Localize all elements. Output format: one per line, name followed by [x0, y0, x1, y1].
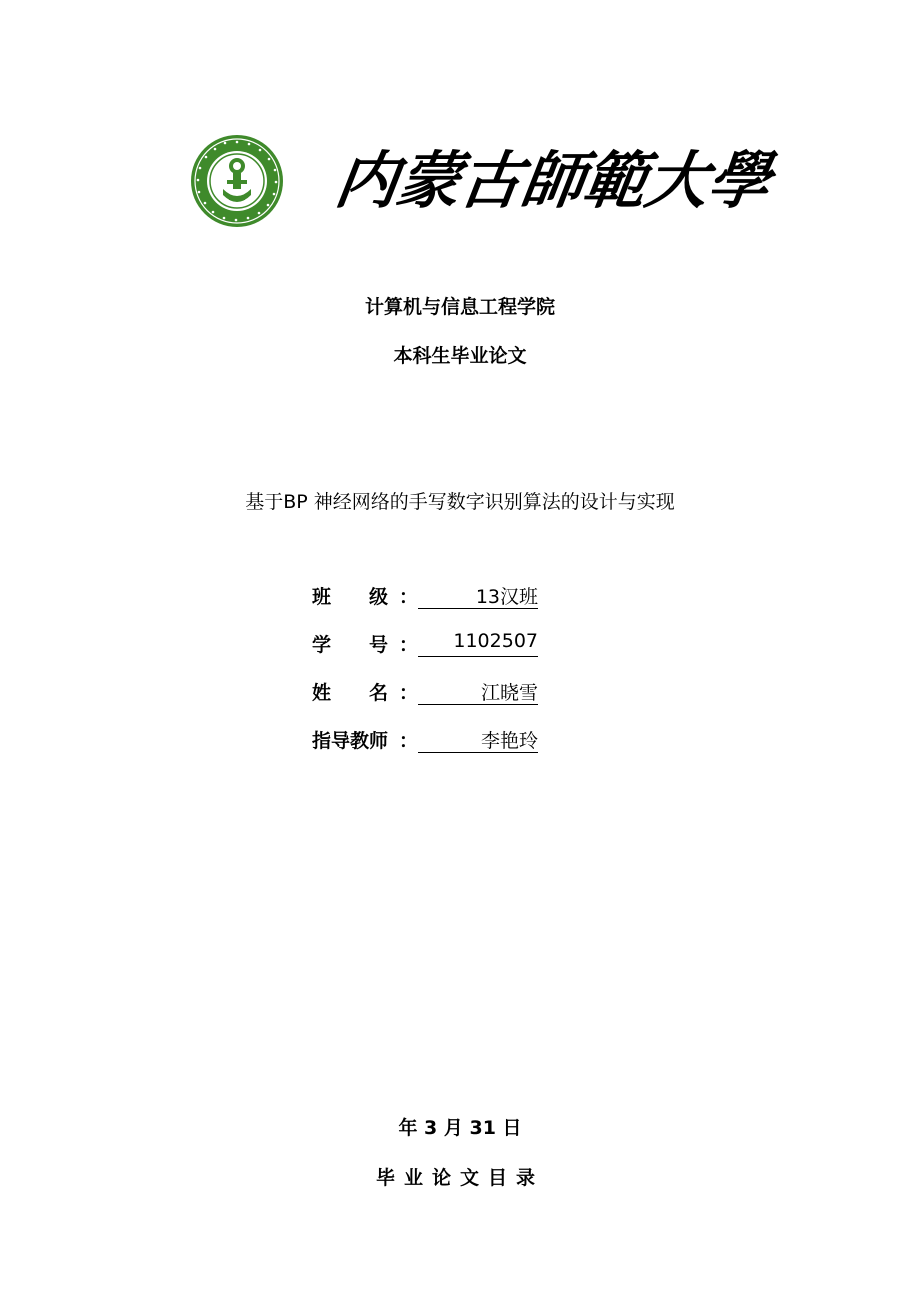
student-info-block [312, 582, 612, 774]
university-name-calligraphy: 内蒙古師範大學 [330, 144, 776, 217]
toc-title: 毕业论文目录 [375, 1167, 544, 1189]
thesis-title: 基于BP 神经网络的手写数字识别算法的设计与实现 [245, 491, 675, 513]
name-label: 姓 名 [312, 682, 389, 704]
university-seal-icon [189, 133, 285, 229]
colon: ： [399, 634, 419, 656]
student-id-value: 1102507 [418, 630, 538, 657]
colon: ： [399, 586, 419, 608]
name-row [312, 678, 612, 726]
class-row [312, 582, 612, 630]
name-value: 江晓雪 [418, 678, 538, 705]
college-name: 计算机与信息工程学院 [364, 296, 555, 318]
class-label: 班 级 [312, 586, 389, 608]
student-id-row [312, 630, 612, 678]
student-id-label: 学 号 [312, 634, 389, 656]
advisor-value: 李艳玲 [418, 726, 538, 753]
colon: ： [399, 730, 419, 752]
document-type: 本科生毕业论文 [393, 345, 527, 367]
submission-date: 年 3 月 31 日 [398, 1117, 522, 1139]
advisor-label: 指导教师 [312, 730, 389, 752]
class-value: 13汉班 [418, 582, 538, 609]
colon: ： [399, 682, 419, 704]
advisor-row [312, 726, 612, 774]
